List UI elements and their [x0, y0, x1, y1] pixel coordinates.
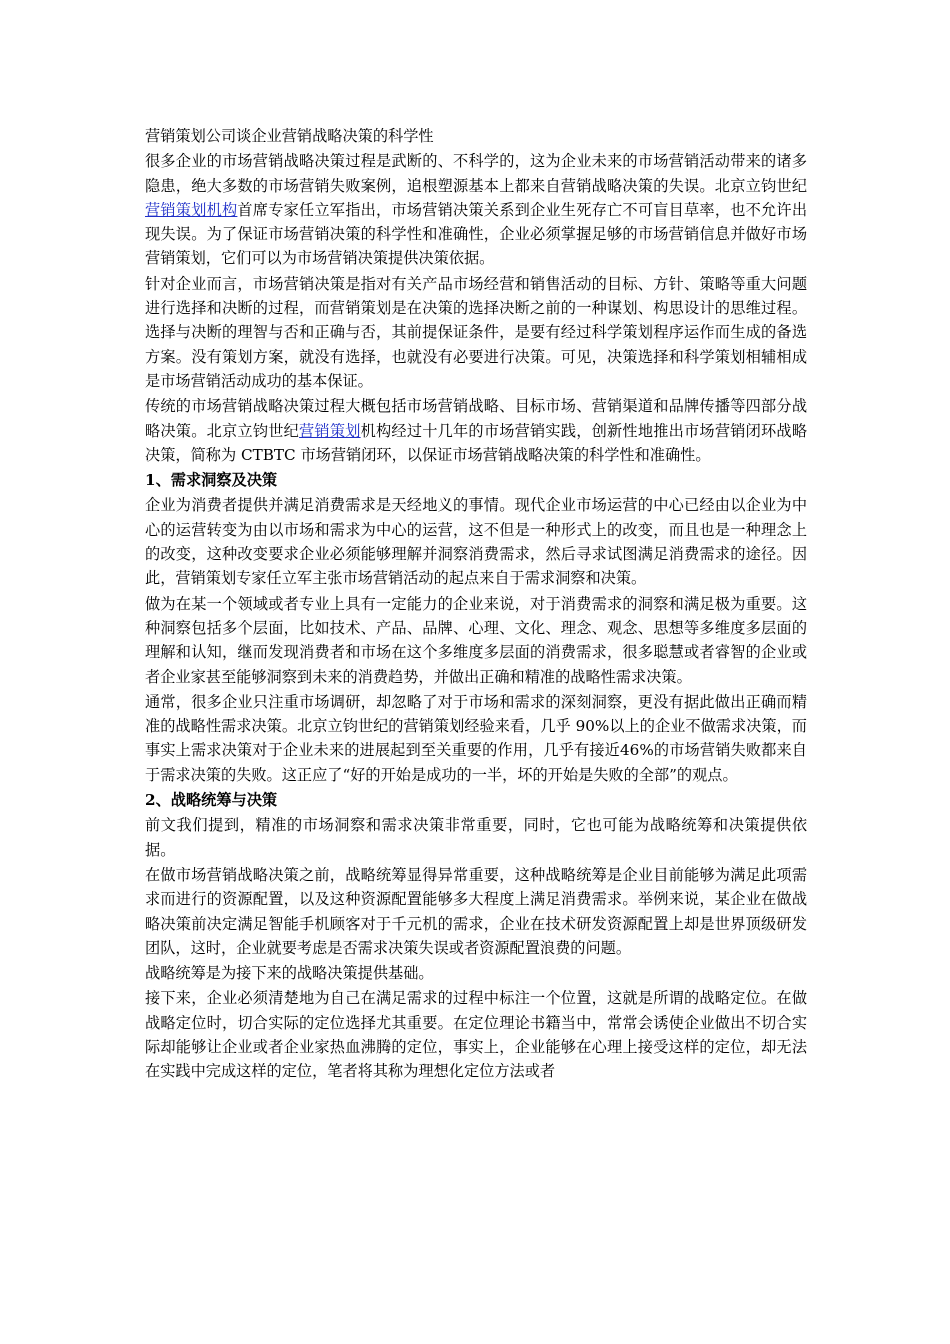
paragraph-text: 机构经过十几年的市场营销实践，创新性地推出市场营销闭环战略决策，简称为 CTBTC 市场营销闭环，以保证市场营销战略决策的科学性和准确性。: [145, 421, 808, 464]
marketing-planning-agency-link[interactable]: 营销策划机构: [145, 200, 238, 219]
section-heading-2: 2、战略统筹与决策: [145, 791, 278, 810]
paragraph-text: 传统的市场营销战略决策过程大概包括市场营销战略、目标市场、营销渠道和品牌传播等四部分战略决策。北京立钧世纪: [145, 397, 807, 440]
paragraph-8: 在做市场营销战略决策之前，战略统筹显得异常重要，这种战略统筹是企业目前能够为满足此项需求而进行的资源配置，以及这种资源配置能够多大程度上满足消费需求。举例来说，某企业在做战略决策前决定满足智能手机顾客对于千元机的需求，企业在技术研发资源配置上却是世界顶级研发团队，这时，企业就要考虑是否需求决策失误或者资源配置浪费的问题。: [145, 865, 807, 957]
paragraph-6: 通常，很多企业只注重市场调研，却忽略了对于市场和需求的深刻洞察，更没有据此做出正确而精准的战略性需求决策。北京立钧世纪的营销策划经验来看，几乎 90%以上的企业不做需求决策，而事实上需求决策对于企业未来的进展起到至关重要的作用，几乎有接近46%的市场营销失败都来自于需求决策的失败。这正应了“好的开始是成功的一半，坏的开始是失败的全部”的观点。: [145, 692, 807, 784]
paragraph-10: 接下来，企业必须清楚地为自己在满足需求的过程中标注一个位置，这就是所谓的战略定位。在做战略定位时，切合实际的定位选择尤其重要。在定位理论书籍当中，常常会诱使企业做出不切合实际却能够让企业或者企业家热血沸腾的定位，事实上，企业能够在心理上接受这样的定位，却无法在实践中完成这样的定位，笔者将其称为理想化定位方法或者: [145, 989, 807, 1081]
section-heading-1: 1、需求洞察及决策: [145, 471, 278, 490]
marketing-planning-link[interactable]: 营销策划: [299, 421, 361, 440]
paragraph-3: [145, 394, 807, 467]
document-title: 营销策划公司谈企业营销战略决策的科学性: [145, 127, 434, 145]
paragraph-2: 针对企业而言，市场营销决策是指对有关产品市场经营和销售活动的目标、方针、策略等重大问题进行选择和决断的过程，而营销策划是在决策的选择决断之前的一种谋划、构思设计的思维过程。选择与决断的理智与否和正确与否，其前提保证条件，是要有经过科学策划程序运作而生成的备选方案。没有策划方案，就没有选择，也就没有必要进行决策。可见，决策选择和科学策划相辅相成是市场营销活动成功的基本保证。: [145, 274, 807, 390]
paragraph-text: 很多企业的市场营销战略决策过程是武断的、不科学的，这为企业未来的市场营销活动带来的诸多隐患，绝大多数的市场营销失败案例，追根塑源基本上都来自营销战略决策的失误。北京立钧世纪: [145, 152, 807, 195]
paragraph-4: 企业为消费者提供并满足消费需求是天经地义的事情。现代企业市场运营的中心已经由以企业为中心的运营转变为由以市场和需求为中心的运营，这不但是一种形式上的改变，而且也是一种理念上的改变，这种改变要求企业必须能够理解并洞察消费需求，然后寻求试图满足消费需求的途径。因此，营销策划专家任立军主张市场营销活动的起点来自于需求洞察和决策。: [145, 496, 807, 588]
paragraph-5: 做为在某一个领域或者专业上具有一定能力的企业来说，对于消费需求的洞察和满足极为重要。这种洞察包括多个层面，比如技术、产品、品牌、心理、文化、理念、观念、思想等多维度多层面的理解和认知，继而发现消费者和市场在这个多维度多层面的消费需求，很多聪慧或者睿智的企业或者企业家甚至能够洞察到未来的消费趋势，并做出正确和精准的战略性需求决策。: [145, 594, 807, 686]
paragraph-1: [145, 149, 807, 270]
paragraph-7: 前文我们提到，精准的市场洞察和需求决策非常重要，同时，它也可能为战略统筹和决策提供依据。: [145, 816, 807, 859]
paragraph-9: 战略统筹是为接下来的战略决策提供基础。: [145, 964, 434, 983]
document-body: [145, 124, 807, 1085]
paragraph-text: 首席专家任立军指出，市场营销决策关系到企业生死存亡不可盲目草率，也不允许出现失误。为了保证市场营销决策的科学性和准确性，企业必须掌握足够的市场营销信息并做好市场营销策划，它们可以为市场营销决策提供决策依据。: [145, 200, 808, 268]
